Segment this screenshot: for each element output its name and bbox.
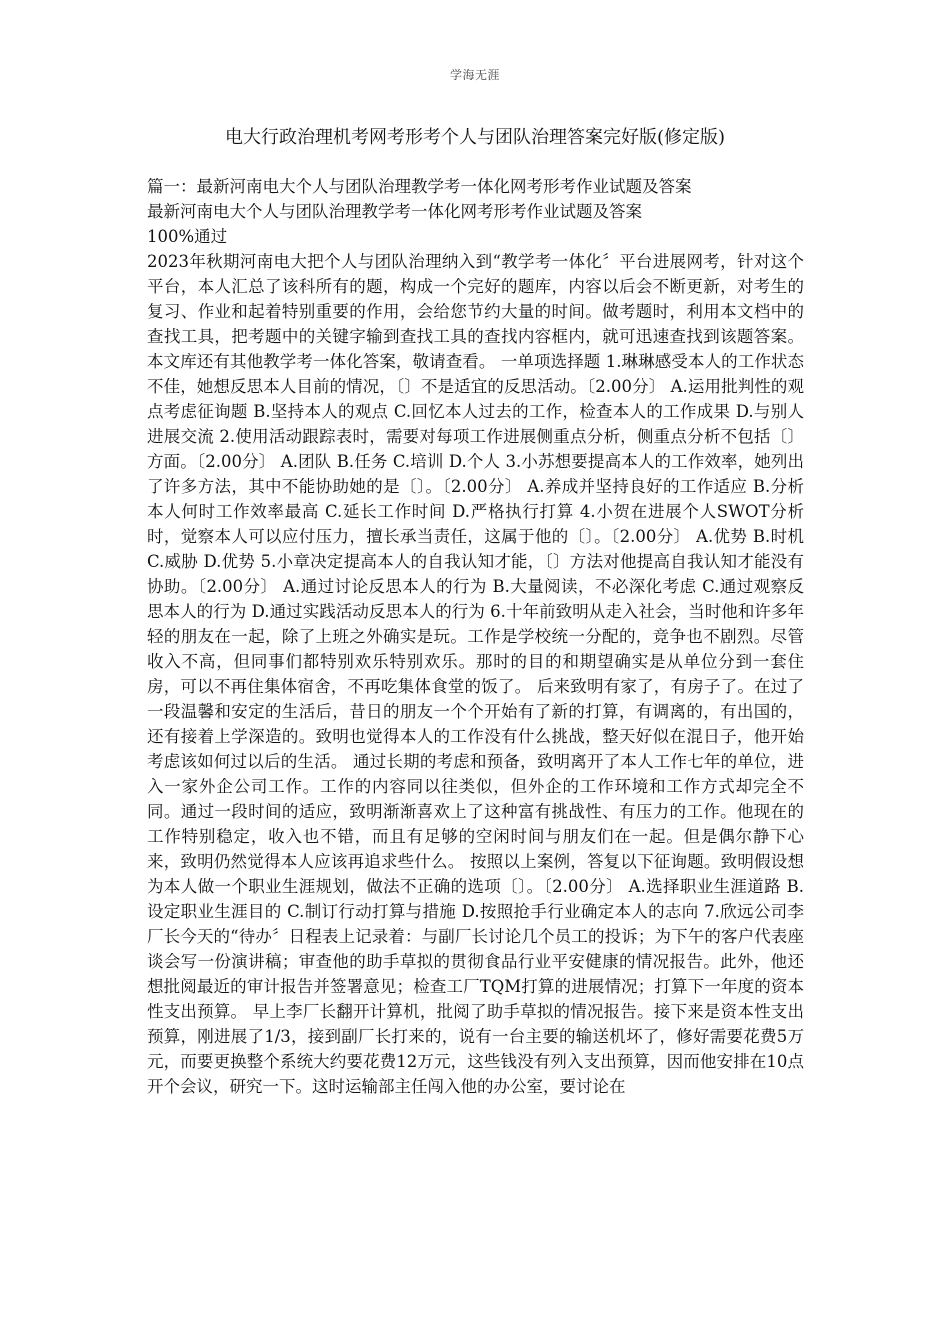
document-content [147,174,804,1099]
section-heading: 篇一：最新河南电大个人与团队治理教学考一体化网考形考作业试题及答案 [147,177,692,196]
body-paragraph: 2023年秋期河南电大把个人与团队治理纳入到“教学考一体化〞平台进展网考，针对这个平台，本人汇总了该科所有的题，构成一个完好的题库，内容以后会不断更新，对考生的复习、作业和起着特别重要的作用，会给您节约大量的时间。做考题时，利用本文档中的查找工具，把考题中的关键字输到查找工具的查找内容框内，就可迅速查找到该题答案。本文库还有其他教学考一体化答案，敬请查看。 一单项选择题 1.琳琳感受本人的工作状态不佳，她想反思本人目前的情况，〔〕不是适宜的反思活动。〔2.00分〕 A.运用批判性的观点考虑征询题 B.坚持本人的观点 C.回忆本人过去的工作，检查本人的工作成果 D.与别人进展交流 2.使用活动跟踪表时，需要对每项工作进展侧重点分析，侧重点分析不包括〔〕方面。〔2.00分〕 A.团队 B.任务 C.培训 D.个人 3.小苏想要提高本人的工作效率，她列出了许多方法，其中不能协助她的是〔〕。〔2.00分〕 A.养成并坚持良好的工作适应 B.分析本人何时工作效率最高 C.延长工作时间 D.严格执行打算 4.小贺在进展个人SWOT分析时，觉察本人可以应付压力，擅长承当责任，这属于他的〔〕。〔2.00分〕 A.优势 B.时机 C.威胁 D.优势 5.小章决定提高本人的自我认知才能，〔〕方法对他提高自我认知才能没有协助。〔2.00分〕 A.通过讨论反思本人的行为 B.大量阅读，不必深化考虑 C.通过观察反思本人的行为 D.通过实践活动反思本人的行为 6.十年前致明从走入社会，当时他和许多年轻的朋友在一起，除了上班之外确实是玩。工作是学校统一分配的，竞争也不剧烈。尽管收入不高，但同事们都特别欢乐特别欢乐。那时的目的和期望确实是从单位分到一套住房，可以不再住集体宿舍，不再吃集体食堂的饭了。 后来致明有家了，有房子了。在过了一段温馨和安定的生活后，昔日的朋友一个个开始有了新的打算，有调离的，有出国的，还有接着上学深造的。致明也觉得本人的工作没有什么挑战，整天好似在混日子，他开始考虑该如何过以后的生活。 通过长期的考虑和预备，致明离开了本人工作七年的单位，进入一家外企公司工作。工作的内容同以往类似，但外企的工作环境和工作方式却完全不同。通过一段时间的适应，致明渐渐喜欢上了这种富有挑战性、有压力的工作。他现在的工作特别稳定，收入也不错，而且有足够的空闲时间与朋友们在一起。但是偶尔静下心来，致明仍然觉得本人应该再追求些什么。 按照以上案例，答复以下征询题。致明假设想为本人做一个职业生涯规划，做法不正确的选项〔〕。〔2.00分〕 A.选择职业生涯道路 B.设定职业生涯目的 C.制订行动打算与措施 D.按照抢手行业确定本人的志向 7.欣远公司李厂长今天的“待办〞日程表上记录着：与副厂长讨论几个员工的投诉；为下午的客户代表座谈会写一份演讲稿；审查他的助手草拟的贯彻食品行业平安健康的情况报告。此外，他还想批阅最近的审计报告并签署意见；检查工厂TQM打算的进展情况；打算下一年度的资本性支出预算。 早上李厂长翻开计算机，批阅了助手草拟的情况报告。接下来是资本性支出预算，刚进展了1/3，接到副厂长打来的，说有一台主要的输送机坏了，修好需要花费5万元，而要更换整个系统大约要花费12万元，这些钱没有列入支出预算，因而他安排在10点开个会议，研究一下。这时运输部主任闯入他的办公室，要讨论在 [147,252,804,1096]
pass-note: 100%通过 [147,227,228,246]
document-subtitle: 最新河南电大个人与团队治理教学考一体化网考形考作业试题及答案 [147,202,642,221]
document-title: 电大行政治理机考网考形考个人与团队治理答案完好版(修定版) [224,127,726,148]
page-header: 学海无涯 [449,68,500,82]
